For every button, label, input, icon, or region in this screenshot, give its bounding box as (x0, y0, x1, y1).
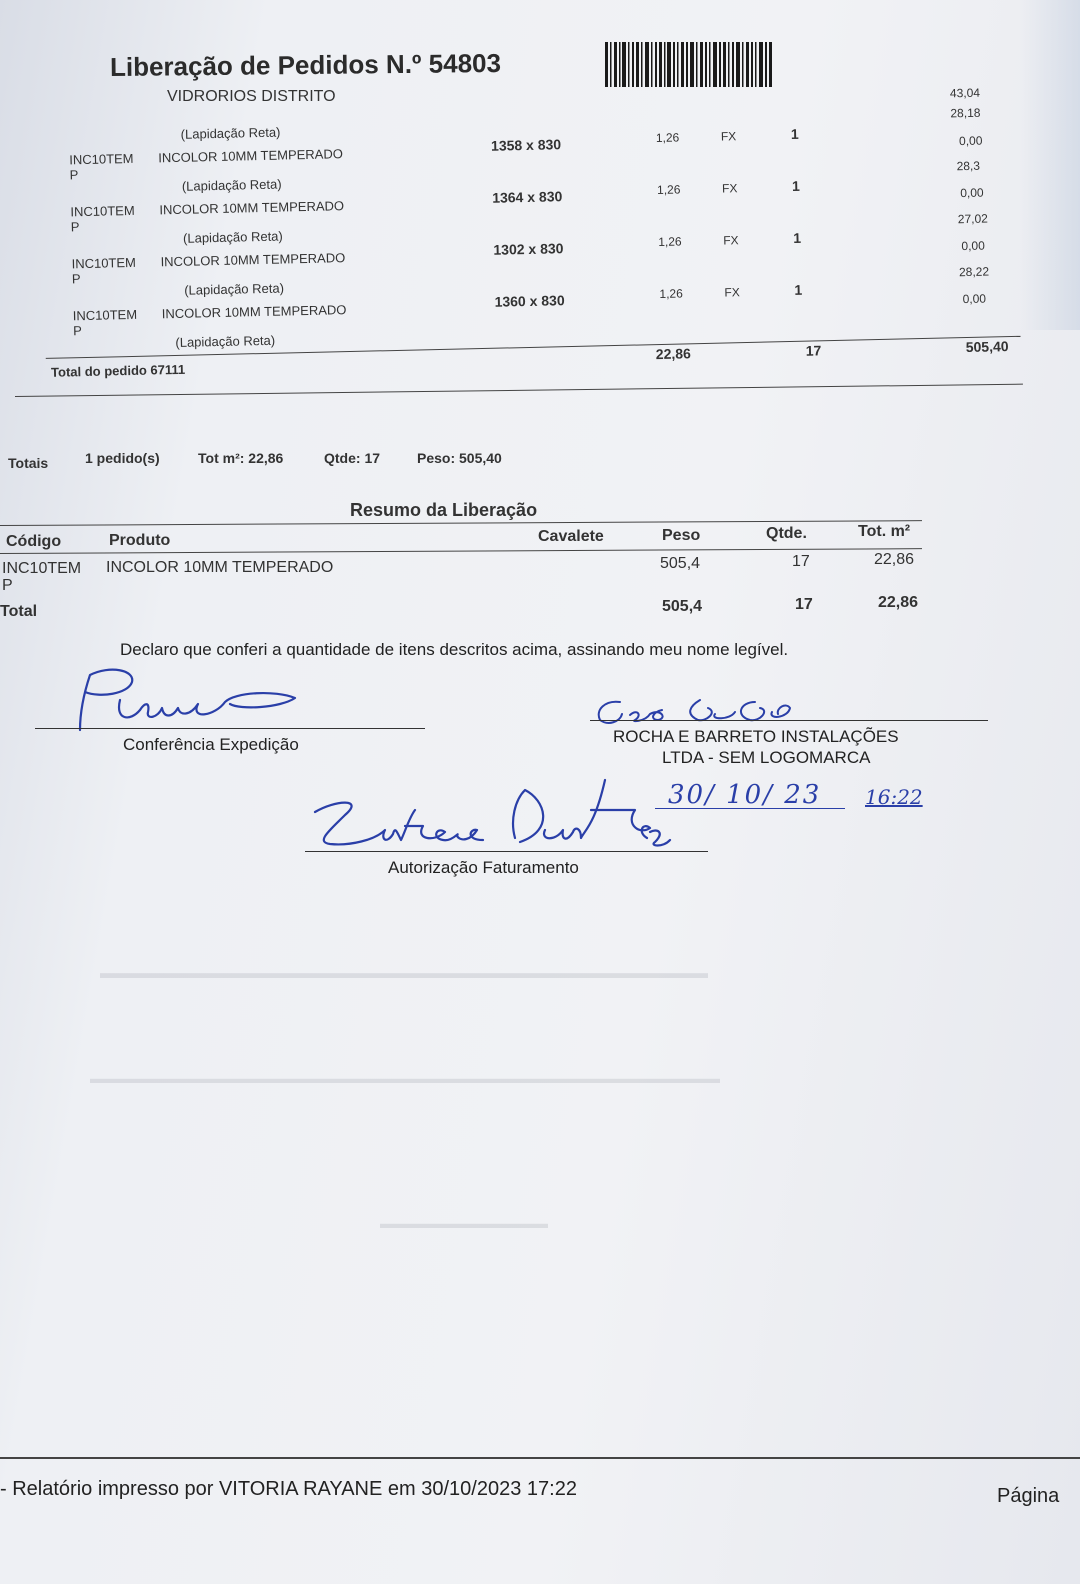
summary-title: Resumo da Liberação (350, 500, 538, 520)
summary-qty: 17 (792, 553, 810, 570)
conferencia-label: Conferência Expedição (123, 735, 299, 754)
order-total-label: Total do pedido 67111 (50, 361, 186, 380)
item-code: INC10TEM (70, 202, 135, 220)
summary-weight: 505,4 (660, 555, 701, 572)
signature-autorizacao (305, 770, 675, 855)
col-header-weight: Peso (662, 527, 701, 544)
item-note: (Lapidação Reta) (175, 332, 276, 350)
item-code-suffix: P (69, 167, 79, 183)
totals-orders: 1 pedido(s) (85, 450, 160, 466)
summary-total-weight: 505,4 (662, 598, 703, 615)
item-weight: 27,02 (957, 211, 989, 227)
handwritten-date: 30/ 10/ 23 (668, 780, 822, 810)
item-extra: 0,00 (958, 133, 983, 149)
weight-value: 43,04 (949, 85, 981, 101)
item-m2: 1,26 (655, 130, 680, 146)
totals-qty: Qtde: 17 (324, 450, 381, 466)
declaration-text: Declaro que conferi a quantidade de itens descritos acima, assinando meu nome legível. (120, 640, 789, 659)
date-underline (655, 808, 845, 809)
summary-m2: 22,86 (874, 551, 915, 568)
item-code: INC10TEM (72, 306, 138, 324)
page-label: Página (997, 1485, 1060, 1507)
document-title: Liberação de Pedidos N.º 54803 (109, 47, 502, 83)
item-type: FX (721, 181, 738, 196)
item-qty: 1 (793, 229, 802, 246)
customer-company-line2: LTDA - SEM LOGOMARCA (662, 748, 871, 767)
order-total-m2: 22,86 (655, 345, 692, 363)
col-header-rack: Cavalete (538, 528, 604, 545)
totals-weight: Peso: 505,40 (417, 450, 502, 466)
item-weight: 28,3 (956, 158, 981, 174)
client-name: VIDRORIOS DISTRITO (167, 88, 336, 105)
totals-label: Totais (8, 455, 49, 471)
summary-total-label: Total (0, 603, 38, 620)
item-product: INCOLOR 10MM TEMPERADO (158, 146, 344, 166)
footer-divider (0, 1457, 1080, 1459)
item-dimensions: 1358 x 830 (490, 136, 562, 154)
item-extra: 0,00 (961, 238, 985, 254)
item-weight: 28,22 (958, 264, 990, 280)
item-extra: 0,00 (962, 291, 987, 307)
item-note: (Lapidação Reta) (184, 280, 285, 298)
order-items-block (40, 83, 1036, 385)
summary-total-qty: 17 (795, 596, 813, 613)
item-note: (Lapidação Reta) (180, 124, 281, 142)
printed-by-text: - Relatório impresso por VITORIA RAYANE em 30/10/2023 17:22 (0, 1478, 577, 1500)
item-extra: 0,00 (960, 185, 984, 201)
item-code-suffix: P (71, 271, 81, 287)
col-header-product: Produto (109, 532, 171, 549)
order-total-weight: 505,40 (965, 338, 1009, 356)
signature-line-auth (305, 851, 708, 852)
item-type: FX (723, 233, 739, 248)
summary-code-suffix: P (2, 577, 13, 594)
item-note: (Lapidação Reta) (182, 228, 283, 246)
item-m2: 1,26 (658, 234, 682, 250)
item-dimensions: 1364 x 830 (492, 188, 563, 206)
totals-m2: Tot m²: 22,86 (198, 450, 284, 466)
handwritten-time: 16:22 (865, 785, 923, 809)
item-type: FX (724, 285, 740, 300)
item-weight: 28,18 (950, 105, 981, 121)
order-total-qty: 17 (805, 342, 822, 359)
item-note: (Lapidação Reta) (181, 176, 282, 194)
signature-customer (590, 690, 800, 730)
summary-total-m2: 22,86 (878, 594, 919, 611)
item-code-suffix: P (72, 323, 82, 339)
item-qty: 1 (791, 177, 801, 194)
bleed-through-text: ▬▬▬▬▬▬▬▬▬▬▬▬ (380, 1215, 548, 1231)
item-code: INC10TEM (71, 254, 137, 272)
item-type: FX (720, 129, 737, 144)
item-m2: 1,26 (656, 182, 681, 198)
section-divider (15, 384, 1023, 397)
customer-company-line1: ROCHA E BARRETO INSTALAÇÕES (613, 727, 899, 746)
item-code-suffix: P (70, 219, 80, 235)
col-header-m2: Tot. m² (858, 523, 911, 540)
bleed-through-text: ▬▬▬▬▬▬▬▬▬▬▬▬▬▬▬▬▬▬▬▬▬▬▬▬▬▬▬▬▬▬▬▬▬▬▬▬▬▬ (100, 965, 708, 982)
signature-line-left (35, 728, 425, 729)
item-m2: 1,26 (659, 286, 683, 301)
autorizacao-label: Autorização Faturamento (388, 858, 579, 877)
item-qty: 1 (794, 281, 803, 298)
item-product: INCOLOR 10MM TEMPERADO (161, 302, 347, 322)
item-dimensions: 1302 x 830 (493, 240, 564, 258)
item-code: INC10TEM (69, 150, 134, 168)
item-product: INCOLOR 10MM TEMPERADO (160, 250, 346, 270)
item-product: INCOLOR 10MM TEMPERADO (159, 198, 345, 218)
item-qty: 1 (790, 125, 799, 142)
summary-code: INC10TEM (2, 560, 82, 577)
col-header-qty: Qtde. (766, 525, 807, 542)
col-header-code: Código (6, 533, 62, 550)
signature-line-right (590, 720, 988, 721)
summary-product: INCOLOR 10MM TEMPERADO (106, 559, 334, 576)
bleed-through-text: ▬▬▬▬▬▬▬▬▬▬▬▬▬▬▬▬▬▬▬▬▬▬▬▬▬▬▬▬▬▬▬▬▬▬▬▬▬▬▬▬▬▬▬▬▬ (90, 1070, 720, 1086)
item-dimensions: 1360 x 830 (494, 292, 565, 310)
barcode-image (605, 42, 775, 87)
